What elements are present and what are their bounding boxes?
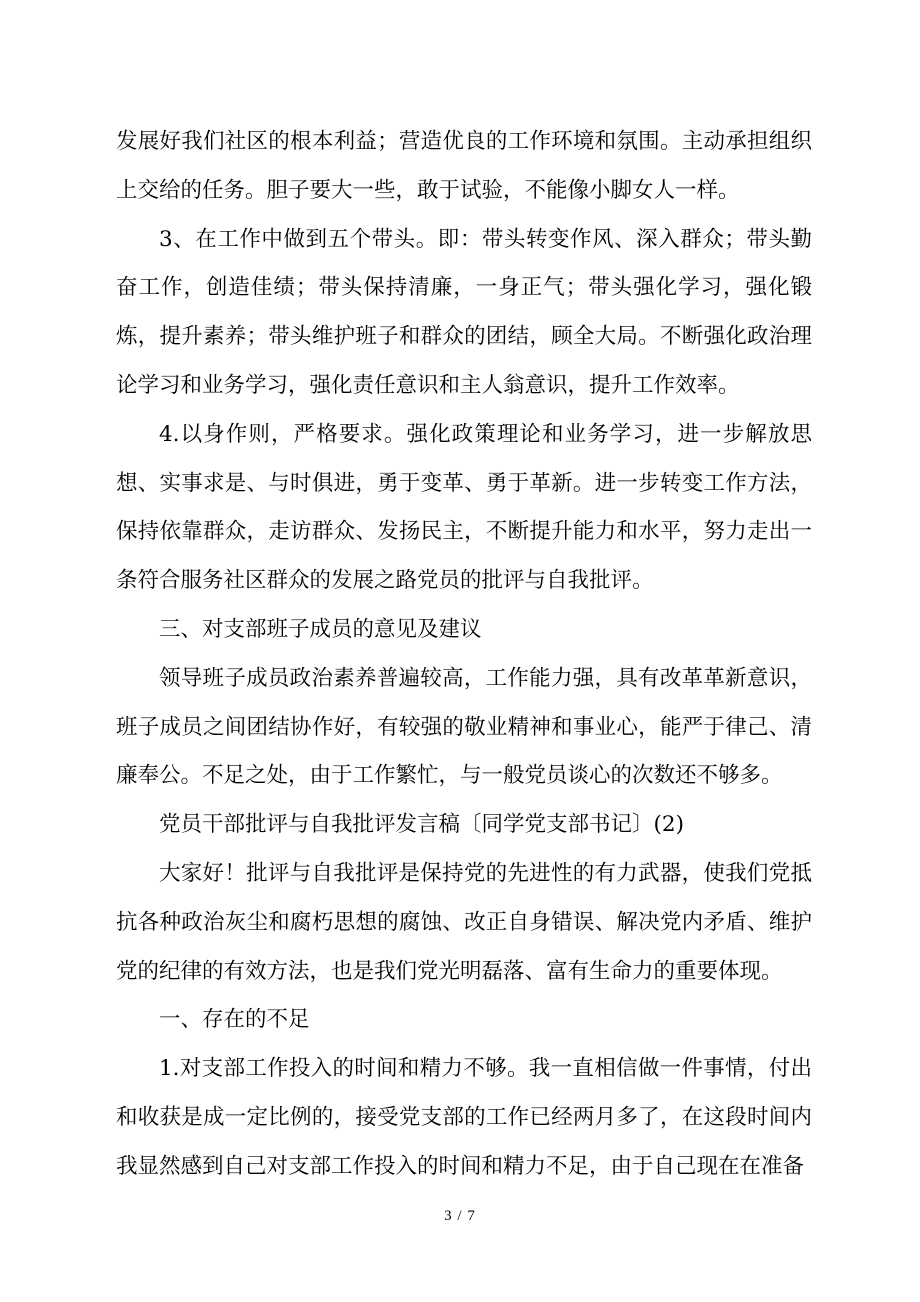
- paragraph-item-1: 1.对支部工作投入的时间和精力不够。我一直相信做一件事情，付出和收获是成一定比例的，接受党支部的工作已经两月多了，在这段时间内我显然感到自己对支部工作投入的时间和精力不足，由于自己现在在准备: [116, 1056, 812, 1179]
- paragraph-leadership-opinion: 领导班子成员政治素养普遍较高，工作能力强，具有改革革新意识，班子成员之间团结协作好，有较强的敬业精神和事业心，能严于律己、清廉奉公。不足之处，由于工作繁忙，与一般党员谈心的次数还不够多。: [116, 665, 812, 789]
- paragraph-item-4: 4.以身作则，严格要求。强化政策理论和业务学习，进一步解放思想、实事求是、与时俱进，勇于变革、勇于革新。进一步转变工作方法，保持依靠群众，走访群众、发扬民主，不断提升能力和水平，努力走出一条符合服务社区群众的发展之路党员的批评与自我批评。: [116, 421, 812, 594]
- page-number: 3 / 7: [444, 1208, 476, 1224]
- paragraph-item-3: 3、在工作中做到五个带头。即：带头转变作风、深入群众；带头勤奋工作，创造佳绩；带头保持清廉，一身正气；带头强化学习，强化锻炼，提升素养；带头维护班子和群众的团结，顾全大局。不断强化政治理论学习和业务学习，强化责任意识和主人翁意识，提升工作效率。: [116, 226, 812, 398]
- section-heading-3: 三、对支部班子成员的意见及建议: [159, 616, 482, 642]
- article-title: 党员干部批评与自我批评发言稿〔同学党支部书记〕(2): [159, 812, 684, 838]
- document-body: [116, 118, 812, 1192]
- paragraph-greeting: 大家好！批评与自我批评是保持党的先进性的有力武器，使我们党抵抗各种政治灰尘和腐朽思想的腐蚀、改正自身错误、解决党内矛盾、维护党的纪律的有效方法，也是我们党光明磊落、富有生命力的重要体现。: [116, 860, 812, 984]
- paragraph-continuation: 发展好我们社区的根本利益；营造优良的工作环境和氛围。主动承担组织上交给的任务。胆子要大一些，敢于试验，不能像小脚女人一样。: [116, 129, 812, 203]
- section-heading-1: 一、存在的不足: [159, 1007, 310, 1033]
